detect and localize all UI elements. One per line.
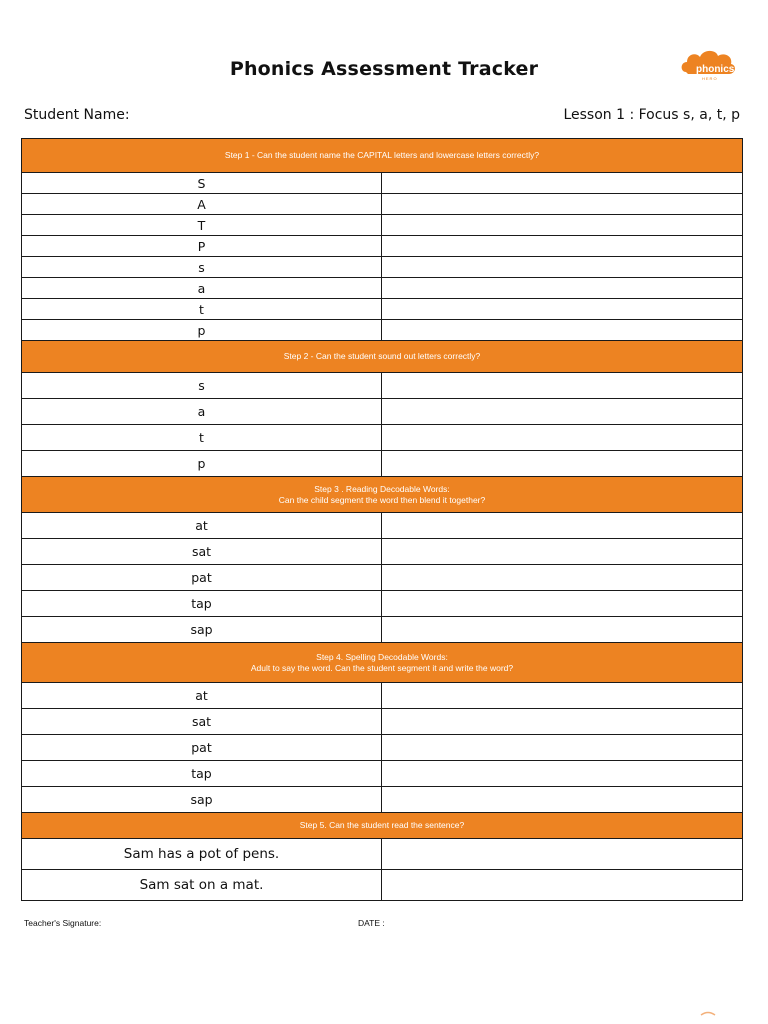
step1-item: T — [22, 215, 382, 236]
step5-header-row — [22, 813, 743, 839]
table-row — [22, 236, 743, 257]
answer-cell[interactable] — [382, 194, 743, 215]
logo-text: phonics — [696, 64, 735, 75]
answer-cell[interactable] — [382, 373, 743, 399]
step4-header-row — [22, 643, 743, 683]
table-row — [22, 787, 743, 813]
step2-item: s — [22, 373, 382, 399]
step3-header-row — [22, 477, 743, 513]
answer-cell[interactable] — [382, 870, 743, 901]
step3-item: sap — [22, 617, 382, 643]
step4-item: tap — [22, 761, 382, 787]
step1-item: a — [22, 278, 382, 299]
answer-cell[interactable] — [382, 299, 743, 320]
step5-heading: Step 5. Can the student read the sentence? — [22, 813, 743, 839]
answer-cell[interactable] — [382, 591, 743, 617]
student-name-label: Student Name: — [24, 107, 130, 123]
answer-cell[interactable] — [382, 761, 743, 787]
step4-heading-line2: Adult to say the word. Can the student segment it and write the word? — [250, 662, 514, 673]
table-row — [22, 870, 743, 901]
table-row — [22, 320, 743, 341]
step3-item: at — [22, 513, 382, 539]
step1-item: A — [22, 194, 382, 215]
logo-subtext: HERO — [702, 76, 718, 81]
answer-cell[interactable] — [382, 539, 743, 565]
table-row — [22, 399, 743, 425]
step3-item: pat — [22, 565, 382, 591]
step1-item: t — [22, 299, 382, 320]
answer-cell[interactable] — [382, 787, 743, 813]
answer-cell[interactable] — [382, 257, 743, 278]
step5-sentence: Sam has a pot of pens. — [22, 839, 382, 870]
table-row — [22, 215, 743, 236]
table-row — [22, 257, 743, 278]
answer-cell[interactable] — [382, 513, 743, 539]
table-row — [22, 373, 743, 399]
table-row — [22, 735, 743, 761]
step1-item: S — [22, 173, 382, 194]
answer-cell[interactable] — [382, 683, 743, 709]
answer-cell[interactable] — [382, 709, 743, 735]
table-row — [22, 761, 743, 787]
answer-cell[interactable] — [382, 215, 743, 236]
step2-item: p — [22, 451, 382, 477]
answer-cell[interactable] — [382, 617, 743, 643]
step1-header-row — [22, 139, 743, 173]
assessment-table — [21, 138, 743, 901]
table-row — [22, 194, 743, 215]
step4-item: pat — [22, 735, 382, 761]
answer-cell[interactable] — [382, 173, 743, 194]
answer-cell[interactable] — [382, 236, 743, 257]
step4-item: sap — [22, 787, 382, 813]
table-row — [22, 173, 743, 194]
page-title: Phonics Assessment Tracker — [229, 58, 539, 80]
step1-heading: Step 1 - Can the student name the CAPITAL letters and lowercase letters correctly? — [22, 139, 743, 173]
step4-heading-line1: Step 4. Spelling Decodable Words: — [316, 651, 448, 662]
step1-item: p — [22, 320, 382, 341]
step4-heading — [22, 643, 743, 683]
step5-sentence: Sam sat on a mat. — [22, 870, 382, 901]
table-row — [22, 299, 743, 320]
step1-item: P — [22, 236, 382, 257]
table-row — [22, 683, 743, 709]
table-row — [22, 425, 743, 451]
step3-item: sat — [22, 539, 382, 565]
table-row — [22, 539, 743, 565]
step3-heading-line1: Step 3 . Reading Decodable Words: — [314, 483, 450, 494]
teacher-signature-label: Teacher's Signature: — [24, 918, 102, 928]
step2-item: a — [22, 399, 382, 425]
step4-item: at — [22, 683, 382, 709]
answer-cell[interactable] — [382, 839, 743, 870]
answer-cell[interactable] — [382, 451, 743, 477]
step1-item: s — [22, 257, 382, 278]
answer-cell[interactable] — [382, 425, 743, 451]
table-row — [22, 565, 743, 591]
answer-cell[interactable] — [382, 278, 743, 299]
table-row — [22, 513, 743, 539]
step2-header-row — [22, 341, 743, 373]
answer-cell[interactable] — [382, 399, 743, 425]
step4-item: sat — [22, 709, 382, 735]
table-row — [22, 709, 743, 735]
step2-item: t — [22, 425, 382, 451]
step3-heading-line2: Can the child segment the word then blend it together? — [278, 494, 486, 505]
table-row — [22, 839, 743, 870]
table-row — [22, 278, 743, 299]
table-row — [22, 617, 743, 643]
step3-heading — [22, 477, 743, 513]
answer-cell[interactable] — [382, 565, 743, 591]
date-label: DATE : — [358, 918, 385, 928]
table-row — [22, 451, 743, 477]
decorative-mark — [700, 1010, 716, 1016]
answer-cell[interactable] — [382, 320, 743, 341]
table-row — [22, 591, 743, 617]
answer-cell[interactable] — [382, 735, 743, 761]
step2-heading: Step 2 - Can the student sound out letters correctly? — [22, 341, 743, 373]
lesson-label: Lesson 1 : Focus s, a, t, p — [563, 107, 740, 123]
step3-item: tap — [22, 591, 382, 617]
